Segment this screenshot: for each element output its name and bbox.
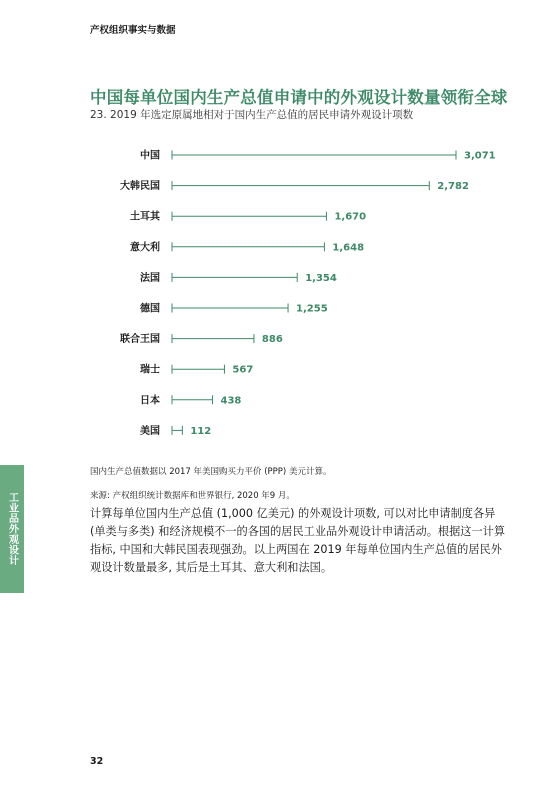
category-label: 美国 <box>140 425 160 437</box>
category-label: 德国 <box>140 303 160 315</box>
figure-note: 国内生产总值数据以 2017 年美国购买力平价 (PPP) 美元计算。 <box>90 467 332 477</box>
figure-title: 中国每单位国内生产总值申请中的外观设计数量领衔全球 <box>90 88 508 107</box>
section-side-tab <box>0 465 24 593</box>
category-label: 法国 <box>140 272 160 284</box>
page-number: 32 <box>90 756 104 767</box>
side-tab-label: 工业品外观设计 <box>6 492 18 566</box>
data-label: 3,071 <box>464 150 496 162</box>
figure-source: 来源: 产权组织统计数据库和世界银行, 2020 年9 月。 <box>90 491 295 501</box>
category-label: 土耳其 <box>130 211 160 223</box>
category-label: 意大利 <box>130 242 160 254</box>
running-header: 产权组织事实与数据 <box>90 25 176 36</box>
data-label: 1,255 <box>296 303 328 315</box>
data-label: 1,354 <box>305 272 337 284</box>
category-label: 瑞士 <box>140 364 160 376</box>
data-label: 438 <box>220 395 242 407</box>
body-paragraph: 计算每单位国内生产总值 (1,000 亿美元) 的外观设计项数, 可以对比申请制度各异 (单类与多类) 和经济规模不一的各国的居民工业品外观设计申请活动。根据这一计算指标, 中国和大韩民国表现强劲。以上两国在 2019 年每单位国内生产总值的居民外观设计数量最多, 其后是土耳其、意大利和法国。 <box>90 507 506 574</box>
category-label: 大韩民国 <box>120 181 160 193</box>
data-label: 1,648 <box>332 242 365 254</box>
category-label: 日本 <box>140 395 160 407</box>
figure-subtitle: 23. 2019 年选定原属地相对于国内生产总值的居民申请外观设计项数 <box>90 109 414 121</box>
data-label: 1,670 <box>334 211 367 223</box>
data-label: 112 <box>190 425 212 437</box>
data-label: 886 <box>261 334 283 346</box>
bar-chart <box>0 136 559 456</box>
data-label: 567 <box>232 364 254 376</box>
data-label: 2,782 <box>437 181 469 193</box>
category-label: 中国 <box>140 150 160 162</box>
category-label: 联合王国 <box>120 334 160 346</box>
